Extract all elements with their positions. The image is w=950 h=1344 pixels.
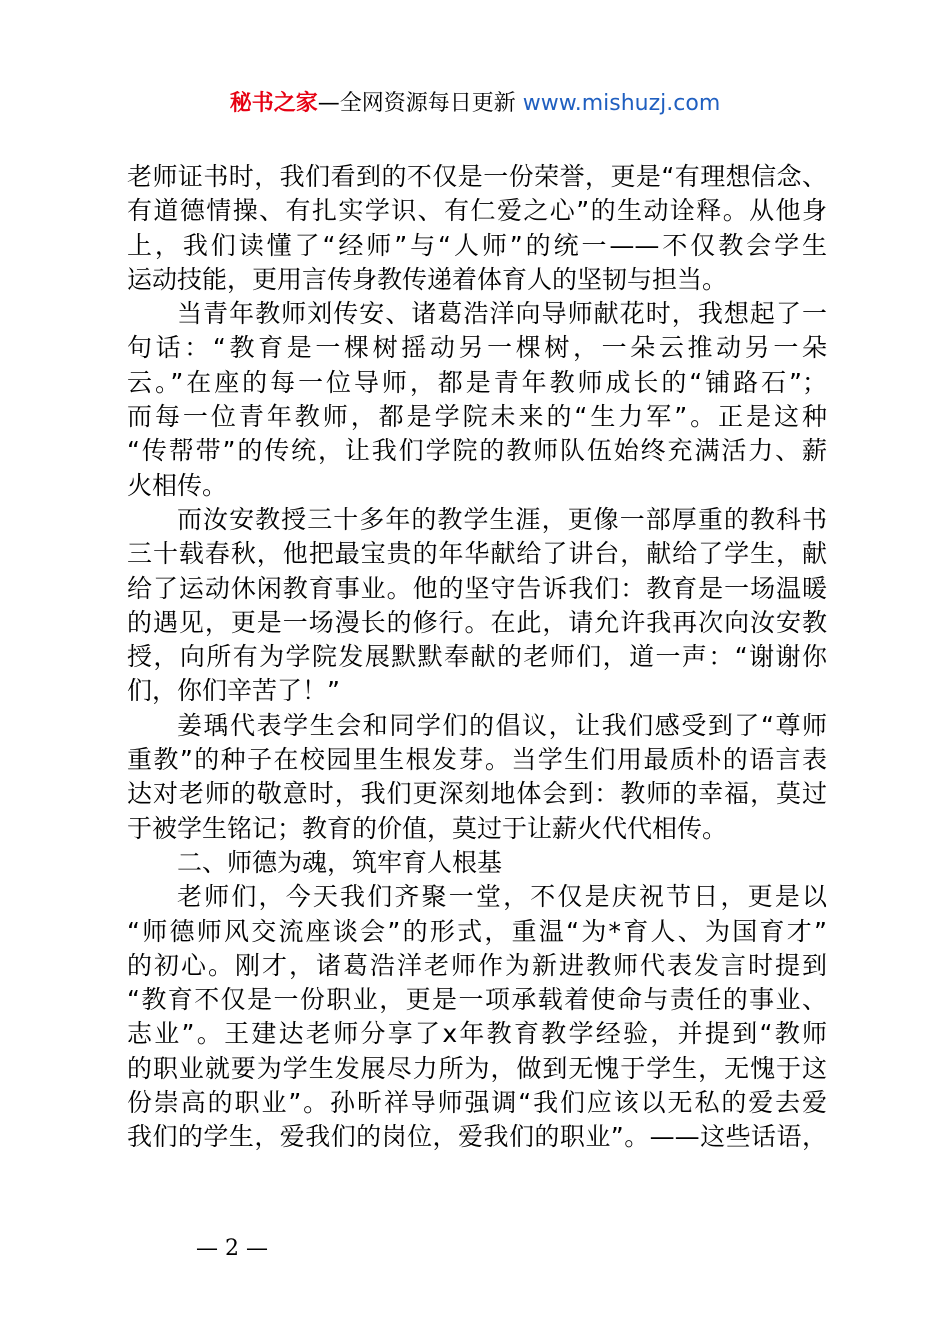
text-line: 云。”在座的每一位导师，都是青年教师成长的“铺路石”；: [127, 367, 827, 397]
text-line: 句话：“教育是一棵树摇动另一棵树，一朵云推动另一朵: [127, 333, 827, 363]
text-line: 三十载春秋，他把最宝贵的年华献给了讲台，献给了学生，献: [127, 539, 827, 569]
text-line: “教育不仅是一份职业，更是一项承载着使命与责任的事业、: [127, 985, 827, 1015]
text-line: 老师们，今天我们齐聚一堂，不仅是庆祝节日，更是以: [177, 882, 827, 912]
text-line: 上，我们读懂了“经师”与“人师”的统一——不仅教会学生: [127, 230, 827, 260]
text-line: 的遇见，更是一场漫长的修行。在此，请允许我再次向汝安教: [127, 607, 827, 637]
text-line: 们，你们辛苦了！”: [127, 676, 340, 706]
text-line: “师德师风交流座谈会”的形式，重温“为*育人、为国育才”: [127, 916, 827, 946]
header-slogan: —全网资源每日更新: [317, 91, 516, 116]
text-line: 火相传。: [127, 470, 228, 500]
text-line: 我们的学生，爱我们的岗位，爱我们的职业”。——这些话语，: [127, 1122, 827, 1152]
brand-name: 秘书之家: [229, 91, 318, 116]
text-line: 运动技能，更用言传身教传递着体育人的坚韧与担当。: [127, 264, 728, 294]
text-line: 份崇高的职业”。孙昕祥导师强调“我们应该以无私的爱去爱: [127, 1088, 827, 1118]
text-line: 老师证书时，我们看到的不仅是一份荣誉，更是“有理想信念、: [127, 162, 827, 191]
text-line: 重教”的种子在校园里生根发芽。当学生们用最质朴的语言表: [127, 745, 827, 775]
text-line: 而汝安教授三十多年的教学生涯，更像一部厚重的教科书: [177, 504, 827, 534]
text-line: 当青年教师刘传安、诸葛浩洋向导师献花时，我想起了一: [177, 299, 827, 329]
text-line: 的职业就要为学生发展尽力所为，做到无愧于学生，无愧于这: [127, 1053, 827, 1083]
body-text: [127, 160, 827, 1155]
text-line: 志业”。王建达老师分享了x年教育教学经验，并提到“教师: [127, 1019, 827, 1049]
page-header: [0, 86, 950, 122]
text-line: “传帮带”的传统，让我们学院的教师队伍始终充满活力、薪: [127, 436, 827, 466]
text-line: 姜瑀代表学生会和同学们的倡议，让我们感受到了“尊师: [177, 710, 827, 740]
text-line: 达对老师的敬意时，我们更深刻地体会到：教师的幸福，莫过: [127, 779, 827, 809]
page-number: — 2 —: [196, 1236, 268, 1261]
text-line: 于被学生铭记；教育的价值，莫过于让薪火代代相传。: [127, 813, 728, 843]
text-line: 的初心。刚才，诸葛浩洋老师作为新进教师代表发言时提到: [127, 950, 827, 980]
text-line: 授，向所有为学院发展默默奉献的老师们，道一声：“谢谢你: [127, 642, 827, 672]
header-url[interactable]: www.mishuzj.com: [522, 91, 721, 116]
text-line: 二、师德为魂，筑牢育人根基: [177, 847, 503, 877]
text-line: 有道德情操、有扎实学识、有仁爱之心”的生动诠释。从他身: [127, 196, 827, 226]
text-line: 给了运动休闲教育事业。他的坚守告诉我们：教育是一场温暖: [127, 573, 827, 603]
text-line: 而每一位青年教师，都是学院未来的“生力军”。正是这种: [127, 402, 827, 432]
